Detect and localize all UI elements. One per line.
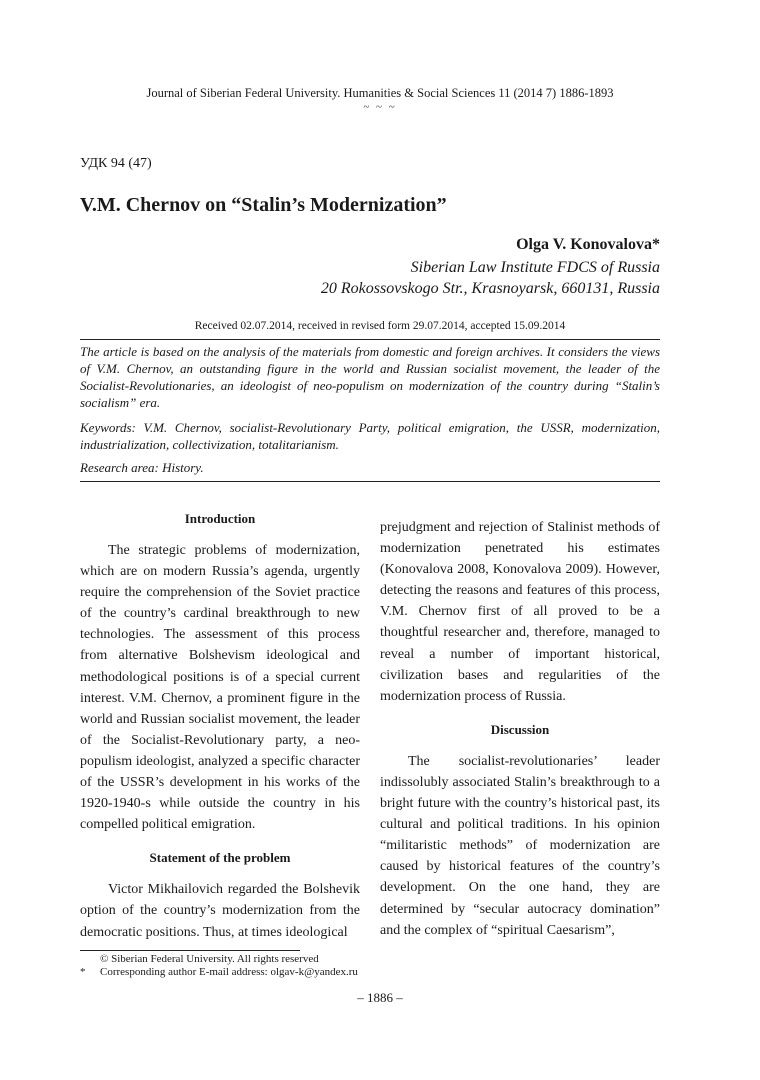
- abstract: The article is based on the analysis of the materials from domestic and foreign archives. It considers the views of V.M. Chernov, an outstanding figure in the world and Russian socialist movement, the leader of the Socialist-Revolutionaries, an ideologist of neo-populism on modernization of the country during “Stalin’s socialism” era.: [80, 344, 660, 410]
- journal-header: Journal of Siberian Federal University. Humanities & Social Sciences 11 (2014 7) 1886-1893: [146, 86, 614, 100]
- article-title: V.M. Chernov on “Stalin’s Modernization”: [80, 194, 447, 216]
- footnote-mark: *: [80, 966, 86, 978]
- received-dates: Received 02.07.2014, received in revised form 29.07.2014, accepted 15.09.2014: [194, 320, 566, 332]
- paragraph-continued: prejudgment and rejection of Stalinist methods of modernization penetrated his estimates (Konovalova 2008, Konovalova 2009). However, detecting the reasons and features of this process, V.M. Chernov first of all proved to be a thoughtful researcher and, therefore, managed to reveal a number of important historical, civilization bases and regularities of the modernization process of Russia.: [380, 520, 660, 704]
- page-number: – 1886 –: [357, 990, 403, 1005]
- copyright-text: © Siberian Federal University. All rights reserved: [100, 953, 319, 965]
- left-column: [80, 508, 360, 943]
- author-address: 20 Rokossovskogo Str., Krasnoyarsk, 660131, Russia: [320, 280, 660, 297]
- footnote-copyright: [80, 953, 319, 965]
- paragraph-discussion: The socialist-revolutionaries’ leader indissolubly associated Stalin’s breakthrough to a bright future with the country’s historical past, its cultural and political traditions. In his opinion “militaristic methods” of modernization are caused by historical features of the country’s development. On the one hand, they are determined by “secular autocracy domination” and the complex of “spiritual Caesarism”,: [380, 753, 660, 938]
- author-name: Olga V. Konovalova*: [516, 236, 660, 253]
- paragraph-statement: Victor Mikhailovich regarded the Bolshevik option of the country’s modernization from the democratic positions. Thus, at times ideological: [80, 882, 360, 940]
- divider-bottom: [80, 481, 660, 482]
- corresponding-email: Corresponding author E-mail address: olgav-k@yandex.ru: [100, 966, 358, 978]
- udk-code: УДК 94 (47): [80, 156, 152, 171]
- divider-top: [80, 339, 660, 340]
- heading-discussion: Discussion: [490, 721, 550, 737]
- keywords: Keywords: V.M. Chernov, socialist-Revolutionary Party, political emigration, the USSR, modernization, industrialization, collectivization, totalitarianism.: [80, 420, 660, 452]
- header-ornament: ~ ~ ~: [363, 101, 397, 113]
- footnote-divider: [80, 950, 300, 951]
- paragraph-introduction: The strategic problems of modernization, which are on modern Russia’s agenda, urgently require the comprehension of the Soviet practice of the country’s cardinal breakthrough to new technologies. The assessment of this process from alternative Bolshevism ideological and methodological positions is of a special current interest. V.M. Chernov, a prominent figure in the world and Russian socialist movement, the leader of the Socialist-Revolutionary party, a neo-populism ideologist, analyzed a specific character of the USSR’s development in his works of the 1920-1940-s while outside the country in his compelled political emigration.: [80, 543, 360, 833]
- footnote-corresponding: [80, 966, 358, 978]
- heading-statement: Statement of the problem: [149, 850, 291, 866]
- author-affiliation: Siberian Law Institute FDCS of Russia: [410, 259, 660, 276]
- research-area: Research area: History.: [80, 460, 204, 475]
- right-column: [380, 517, 660, 941]
- heading-introduction: Introduction: [184, 511, 256, 526]
